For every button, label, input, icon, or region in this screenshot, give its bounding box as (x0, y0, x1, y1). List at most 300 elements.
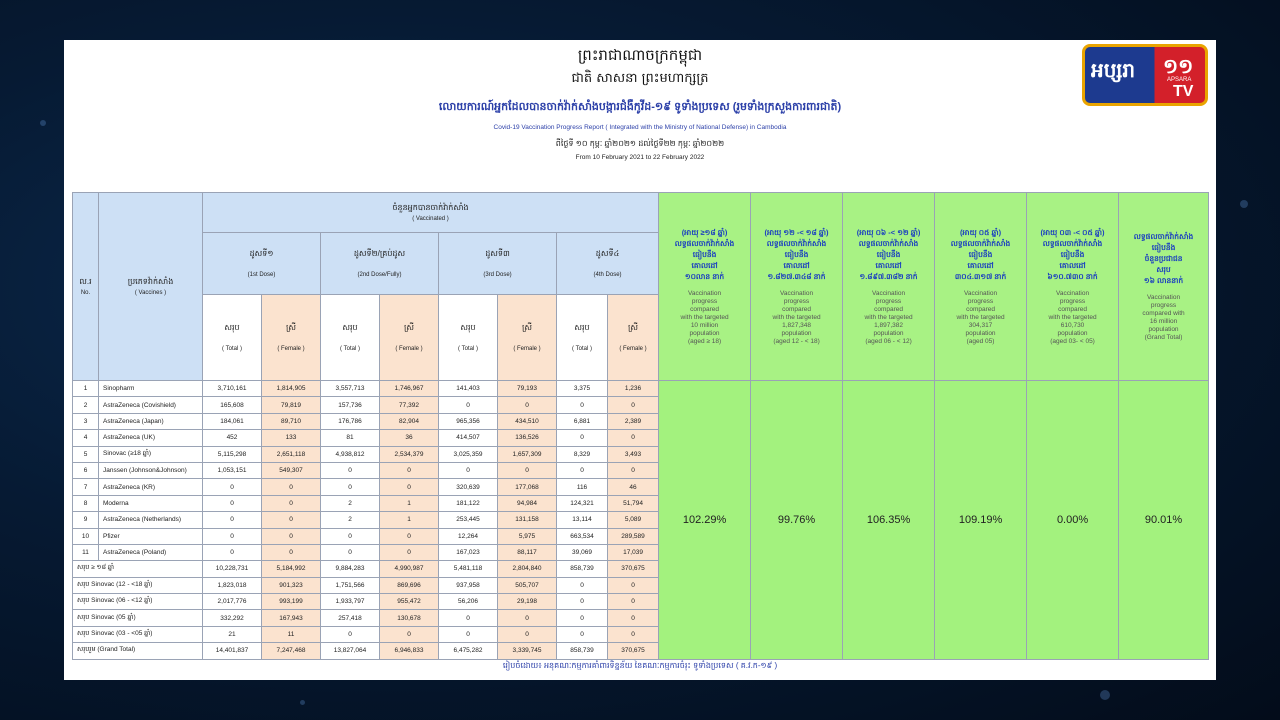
cell-value: 663,534 (557, 528, 608, 544)
cell-value: 7,247,468 (262, 643, 321, 659)
progress-en-line: progress (1059, 298, 1086, 305)
vaccine-name: AstraZeneca (KR) (99, 479, 203, 495)
motto: ជាតិ សាសនា ព្រះមហាក្សត្រ (571, 71, 709, 86)
cell-value: 0 (203, 544, 262, 560)
progress-header-3 (935, 193, 1027, 381)
cell-value: 21 (203, 626, 262, 642)
report-date-kh: ពីថ្ងៃទី ១០ កុម្ភៈ ឆ្នាំ២០២១ ដល់ថ្ងៃទី២២ កុម្ភៈ ឆ្នាំ២០២២ (555, 139, 725, 148)
footer-note: រៀបចំដោយ៖ អនុគណៈកម្មការគាំពារទិន្នន័យ នៃគណៈកម្មការចំរុះ ទូទាំងប្រទេស ( គ.វ.ក-១៩ ) (502, 661, 778, 670)
progress-percent-3: 109.19% (935, 381, 1027, 660)
header-text: ( Total ) (458, 345, 478, 352)
cell-value: 14,401,837 (203, 643, 262, 659)
logo-kh-text: អប្សរា (1091, 58, 1136, 82)
progress-kh-line: ៦១០.៧៣០ នាក់ (1047, 272, 1098, 281)
row-number: 11 (73, 544, 99, 560)
header-text: (4th Dose) (593, 271, 622, 278)
progress-kh-line: សរុប (1156, 265, 1171, 274)
cell-value: 124,321 (557, 495, 608, 511)
table-row (73, 381, 1209, 397)
progress-en-line: with the targeted (680, 314, 729, 321)
cell-value: 2,017,776 (203, 594, 262, 610)
progress-en-line: progress (691, 298, 718, 305)
row-number: 3 (73, 413, 99, 429)
cell-value: 257,418 (321, 610, 380, 626)
progress-en-line: progress (1150, 302, 1177, 309)
cell-value: 0 (557, 397, 608, 413)
header-text: ( Total ) (222, 345, 242, 352)
cell-value: 0 (557, 577, 608, 593)
progress-kh-line: ធៀបនឹង (1060, 250, 1085, 259)
cell-value: 1,933,797 (321, 594, 380, 610)
progress-kh-line: គោលដៅ (691, 261, 718, 270)
progress-en-line: with the targeted (956, 314, 1005, 321)
cell-value: 5,115,298 (203, 446, 262, 462)
progress-header-1 (751, 193, 843, 381)
cell-value: 9,884,283 (321, 561, 380, 577)
cell-value: 89,710 (262, 413, 321, 429)
progress-kh-line: (អាយុ ១២ -< ១៨ ឆ្នាំ) (764, 228, 829, 237)
cell-value: 1,053,151 (203, 462, 262, 478)
row-number: 6 (73, 462, 99, 478)
cell-value: 0 (380, 528, 439, 544)
progress-en-line: (aged ≥ 18) (687, 338, 722, 345)
cell-value: 165,608 (203, 397, 262, 413)
summary-label: សរុប Sinovac (06 - <12 ឆ្នាំ) (73, 594, 203, 610)
cell-value: 1,746,967 (380, 381, 439, 397)
cell-value: 0 (608, 626, 659, 642)
cell-value: 0 (439, 462, 498, 478)
cell-value: 965,356 (439, 413, 498, 429)
progress-kh-line: គោលដៅ (1059, 261, 1086, 270)
cell-value: 0 (557, 462, 608, 478)
progress-en-line: (aged 06 - < 12) (865, 338, 912, 345)
cell-value: 0 (608, 577, 659, 593)
progress-en-line: Vaccination (963, 290, 998, 297)
cell-value: 0 (380, 462, 439, 478)
cell-value: 0 (557, 430, 608, 446)
header-text: ( Female ) (395, 345, 423, 352)
progress-en-line: compared (874, 306, 903, 313)
dose4-header (557, 233, 659, 295)
progress-en-line: Vaccination (779, 290, 814, 297)
header-text: សរុប (574, 322, 590, 332)
progress-en-line: Vaccination (1146, 294, 1181, 301)
cell-value: 0 (439, 610, 498, 626)
cell-value: 3,710,161 (203, 381, 262, 397)
progress-en-line: (aged 03- < 05) (1050, 338, 1095, 345)
progress-kh-line: ៣០៤.៣១៧ នាក់ (954, 272, 1007, 281)
vaccine-name: Pfizer (99, 528, 203, 544)
progress-en-line: with the targeted (1048, 314, 1097, 321)
total-header (321, 295, 380, 381)
cell-value: 0 (321, 544, 380, 560)
header-text: ស្រី (286, 322, 296, 332)
cell-value: 858,739 (557, 561, 608, 577)
cell-value: 1,657,309 (498, 446, 557, 462)
logo-number: ១១ (1163, 54, 1194, 78)
header-text: No. (80, 289, 91, 296)
vaccine-name: AstraZeneca (Covishield) (99, 397, 203, 413)
cell-value: 39,069 (557, 544, 608, 560)
total-header (439, 295, 498, 381)
cell-value: 5,184,992 (262, 561, 321, 577)
header-text: (1st Dose) (247, 271, 276, 278)
cell-value: 167,943 (262, 610, 321, 626)
cell-value: 993,199 (262, 594, 321, 610)
cell-value: 2 (321, 512, 380, 528)
cell-value: 0 (557, 594, 608, 610)
cell-value: 0 (203, 528, 262, 544)
progress-percent-1: 99.76% (751, 381, 843, 660)
vaccine-header (99, 193, 203, 381)
progress-en-line: 1,827,348 (782, 322, 811, 329)
progress-kh-line: លទ្ធផលចាក់វ៉ាក់សាំង (1133, 232, 1194, 241)
summary-label: សរុប ≥ ១៨ ឆ្នាំ (73, 561, 203, 577)
header-text: ដូសទី៤ (595, 248, 620, 258)
progress-kh-line: ១០លាន នាក់ (684, 272, 725, 281)
progress-en-line: 304,317 (968, 322, 993, 329)
progress-kh-line: ១៦ លាននាក់ (1143, 276, 1184, 285)
no-header (73, 193, 99, 381)
header-text: ស្រី (404, 322, 414, 332)
dose2-header (321, 233, 439, 295)
cell-value: 3,557,713 (321, 381, 380, 397)
cell-value: 253,445 (439, 512, 498, 528)
header-text: (3rd Dose) (483, 271, 512, 278)
cell-value: 0 (439, 626, 498, 642)
progress-kh-line: លទ្ធផលចាក់វ៉ាក់សាំង (766, 239, 827, 248)
row-number: 8 (73, 495, 99, 511)
progress-en-line: Vaccination (871, 290, 906, 297)
female-header (498, 295, 557, 381)
cell-value: 1,814,905 (262, 381, 321, 397)
cell-value: 5,089 (608, 512, 659, 528)
cell-value: 184,061 (203, 413, 262, 429)
header-text: ស្រី (522, 322, 532, 332)
row-number: 7 (73, 479, 99, 495)
progress-percent-5: 90.01% (1119, 381, 1209, 660)
cell-value: 3,493 (608, 446, 659, 462)
header-text: សរុប (224, 322, 240, 332)
cell-value: 133 (262, 430, 321, 446)
cell-value: 79,193 (498, 381, 557, 397)
header-text: ( Female ) (619, 345, 647, 352)
cell-value: 81 (321, 430, 380, 446)
female-header (608, 295, 659, 381)
progress-en-line: Vaccination (1055, 290, 1090, 297)
cell-value: 13,114 (557, 512, 608, 528)
logo-small-text: APSARA (1167, 77, 1192, 83)
cell-value: 0 (608, 594, 659, 610)
header-text: ( Total ) (572, 345, 592, 352)
cell-value: 1,236 (608, 381, 659, 397)
progress-en-line: population (873, 330, 904, 337)
progress-en-line: population (781, 330, 812, 337)
progress-percent-0: 102.29% (659, 381, 751, 660)
header-text: ស្រី (628, 322, 639, 332)
cell-value: 1 (380, 495, 439, 511)
progress-kh-line: គោលដៅ (783, 261, 810, 270)
cell-value: 0 (321, 528, 380, 544)
cell-value: 937,958 (439, 577, 498, 593)
vaccine-name: Janssen (Johnson&Johnson) (99, 462, 203, 478)
progress-percent-4: 0.00% (1027, 381, 1119, 660)
vaccine-name: Sinovac (≥18 ឆ្នាំ) (99, 446, 203, 462)
kingdom-title: ព្រះរាជាណាចក្រកម្ពុជា (577, 46, 703, 64)
progress-header-0 (659, 193, 751, 381)
progress-en-line: (aged 12 - < 18) (773, 338, 820, 345)
cell-value: 0 (321, 626, 380, 642)
cell-value: 13,827,064 (321, 643, 380, 659)
vaccine-name: AstraZeneca (Netherlands) (99, 512, 203, 528)
cell-value: 6,475,282 (439, 643, 498, 659)
cell-value: 0 (262, 495, 321, 511)
cell-value: 0 (321, 479, 380, 495)
cell-value: 11 (262, 626, 321, 642)
summary-label: សរុប Sinovac (05 ឆ្នាំ) (73, 610, 203, 626)
progress-en-line: compared (1058, 306, 1087, 313)
cell-value: 0 (498, 610, 557, 626)
cell-value: 2 (321, 495, 380, 511)
header-text: ល.រ (79, 276, 92, 286)
cell-value: 131,158 (498, 512, 557, 528)
cell-value: 6,881 (557, 413, 608, 429)
cell-value: 0 (608, 397, 659, 413)
cell-value: 434,510 (498, 413, 557, 429)
dose1-header (203, 233, 321, 295)
cell-value: 0 (321, 462, 380, 478)
cell-value: 29,198 (498, 594, 557, 610)
cell-value: 181,122 (439, 495, 498, 511)
row-number: 10 (73, 528, 99, 544)
total-header (557, 295, 608, 381)
cell-value: 6,946,833 (380, 643, 439, 659)
cell-value: 2,804,840 (498, 561, 557, 577)
cell-value: 0 (203, 479, 262, 495)
progress-en-line: population (689, 330, 720, 337)
progress-en-line: 610,730 (1060, 322, 1085, 329)
cell-value: 0 (262, 544, 321, 560)
progress-en-line: 1,897,382 (874, 322, 903, 329)
report-title-kh: លោយការណ៍អ្នកដែលបានចាក់វ៉ាក់សាំងបង្ការជំងឺកូវីដ-១៩ ទូទាំងប្រទេស (រួមទាំងក្រសួងការពារជាតិ) (438, 101, 842, 113)
cell-value: 4,990,987 (380, 561, 439, 577)
cell-value: 549,307 (262, 462, 321, 478)
vaccination-table (72, 192, 1209, 660)
vaccine-name: AstraZeneca (Japan) (99, 413, 203, 429)
cell-value: 0 (380, 544, 439, 560)
progress-en-line: 10 million (690, 322, 719, 329)
cell-value: 901,323 (262, 577, 321, 593)
header-text: ( Vaccines ) (134, 289, 167, 296)
cell-value: 0 (203, 495, 262, 511)
cell-value: 452 (203, 430, 262, 446)
header-text: ដូសទី៣ (485, 248, 510, 258)
cell-value: 858,739 (557, 643, 608, 659)
cell-value: 94,984 (498, 495, 557, 511)
cell-value: 176,786 (321, 413, 380, 429)
row-number: 9 (73, 512, 99, 528)
cell-value: 3,339,745 (498, 643, 557, 659)
cell-value: 869,696 (380, 577, 439, 593)
report-title-en: Covid-19 Vaccination Progress Report ( Integrated with the Ministry of National Defense) in Cambodia (493, 124, 787, 131)
header-text: (2nd Dose/Fully) (357, 271, 402, 278)
report-date-en: From 10 February 2021 to 22 February 2022 (575, 154, 705, 161)
cell-value: 77,392 (380, 397, 439, 413)
summary-label: សរុបរួម (Grand Total) (73, 643, 203, 659)
logo-tv: TV (1173, 83, 1194, 100)
progress-header-4 (1027, 193, 1119, 381)
cell-value: 0 (608, 462, 659, 478)
row-number: 2 (73, 397, 99, 413)
cell-value: 10,228,731 (203, 561, 262, 577)
cell-value: 0 (262, 479, 321, 495)
cell-value: 79,819 (262, 397, 321, 413)
progress-kh-line: ធៀបនឹង (876, 250, 901, 259)
progress-en-line: (aged 05) (966, 338, 995, 345)
cell-value: 177,068 (498, 479, 557, 495)
cell-value: 955,472 (380, 594, 439, 610)
cell-value: 51,794 (608, 495, 659, 511)
progress-kh-line: (អាយុ ០៣ -< ០៥ ឆ្នាំ) (1040, 228, 1105, 237)
progress-kh-line: គោលដៅ (875, 261, 902, 270)
cell-value: 0 (380, 626, 439, 642)
progress-kh-line: លទ្ធផលចាក់វ៉ាក់សាំង (674, 239, 735, 248)
cell-value: 56,206 (439, 594, 498, 610)
female-header (262, 295, 321, 381)
vaccine-name: Sinopharm (99, 381, 203, 397)
progress-kh-line: (អាយុ ≥១៨ ឆ្នាំ) (681, 228, 728, 237)
cell-value: 289,589 (608, 528, 659, 544)
progress-kh-line: (អាយុ ០៥ ឆ្នាំ) (959, 228, 1002, 237)
cell-value: 116 (557, 479, 608, 495)
cell-value: 167,023 (439, 544, 498, 560)
progress-kh-line: គោលដៅ (967, 261, 994, 270)
progress-en-line: with the targeted (772, 314, 821, 321)
cell-value: 88,117 (498, 544, 557, 560)
cell-value: 36 (380, 430, 439, 446)
progress-kh-line: លទ្ធផលចាក់វ៉ាក់សាំង (950, 239, 1011, 248)
progress-en-line: (Grand Total) (1144, 334, 1183, 341)
female-header (380, 295, 439, 381)
progress-en-line: population (1148, 326, 1179, 333)
total-header (203, 295, 262, 381)
cell-value: 141,403 (439, 381, 498, 397)
progress-en-line: progress (875, 298, 902, 305)
cell-value: 320,639 (439, 479, 498, 495)
cell-value: 1 (380, 512, 439, 528)
cell-value: 2,651,118 (262, 446, 321, 462)
header-text: សរុប (460, 322, 476, 332)
cell-value: 4,938,812 (321, 446, 380, 462)
summary-label: សរុប Sinovac (12 - <18 ឆ្នាំ) (73, 577, 203, 593)
summary-label: សរុប Sinovac (03 - <05 ឆ្នាំ) (73, 626, 203, 642)
cell-value: 130,678 (380, 610, 439, 626)
vaccine-name: AstraZeneca (UK) (99, 430, 203, 446)
cell-value: 0 (608, 610, 659, 626)
progress-kh-line: (អាយុ ០៦ -< ១២ ឆ្នាំ) (856, 228, 921, 237)
cell-value: 3,375 (557, 381, 608, 397)
progress-kh-line: ១.៨២៧.៣៤៨ នាក់ (767, 272, 826, 281)
header-text: ( Female ) (513, 345, 541, 352)
progress-kh-line: ធៀបនឹង (968, 250, 993, 259)
cell-value: 12,264 (439, 528, 498, 544)
header-text: ដូសទី១ (249, 248, 274, 258)
progress-kh-line: លទ្ធផលចាក់វ៉ាក់សាំង (1042, 239, 1103, 248)
cell-value: 136,526 (498, 430, 557, 446)
cell-value: 505,707 (498, 577, 557, 593)
progress-en-line: progress (783, 298, 810, 305)
cell-value: 0 (557, 626, 608, 642)
header-text: ( Female ) (277, 345, 305, 352)
header-row-1 (73, 193, 1209, 233)
progress-kh-line: ធៀបនឹង (784, 250, 809, 259)
cell-value: 2,534,379 (380, 446, 439, 462)
header-text: ( Vaccinated ) (412, 215, 449, 222)
vaccine-name: Moderna (99, 495, 203, 511)
progress-en-line: 16 million (1149, 318, 1178, 325)
progress-en-line: population (1057, 330, 1088, 337)
progress-en-line: with the targeted (864, 314, 913, 321)
progress-header-2 (843, 193, 935, 381)
cell-value: 0 (203, 512, 262, 528)
cell-value: 414,507 (439, 430, 498, 446)
cell-value: 17,039 (608, 544, 659, 560)
cell-value: 0 (262, 512, 321, 528)
cell-value: 157,736 (321, 397, 380, 413)
cell-value: 370,675 (608, 561, 659, 577)
cell-value: 3,025,359 (439, 446, 498, 462)
row-number: 5 (73, 446, 99, 462)
progress-kh-line: ចំនួនប្រជាជន (1144, 254, 1183, 263)
cell-value: 0 (498, 397, 557, 413)
header-text: ចំនួនអ្នកបានចាក់វ៉ាក់សាំង (392, 202, 469, 212)
progress-kh-line: ១.៨៩៧.៣៨២ នាក់ (859, 272, 918, 281)
header-text: ដូសទី២/គ្រប់ដូស (353, 248, 406, 258)
cell-value: 1,751,566 (321, 577, 380, 593)
progress-en-line: progress (967, 298, 994, 305)
report-sheet (64, 40, 1216, 680)
cell-value: 0 (608, 430, 659, 446)
vaccine-name: AstraZeneca (Poland) (99, 544, 203, 560)
cell-value: 0 (498, 462, 557, 478)
cell-value: 332,292 (203, 610, 262, 626)
progress-kh-line: ធៀបនឹង (692, 250, 717, 259)
cell-value: 5,481,118 (439, 561, 498, 577)
cell-value: 1,823,018 (203, 577, 262, 593)
cell-value: 82,904 (380, 413, 439, 429)
progress-en-line: compared (782, 306, 811, 313)
progress-kh-line: ធៀបនឹង (1151, 243, 1176, 252)
cell-value: 8,329 (557, 446, 608, 462)
progress-en-line: Vaccination (687, 290, 722, 297)
row-number: 4 (73, 430, 99, 446)
header-text: សរុប (342, 322, 358, 332)
progress-en-line: compared with (1142, 310, 1185, 317)
vaccinated-header (203, 193, 659, 233)
progress-en-line: population (965, 330, 996, 337)
cell-value: 0 (557, 610, 608, 626)
row-number: 1 (73, 381, 99, 397)
cell-value: 5,975 (498, 528, 557, 544)
progress-en-line: compared (690, 306, 719, 313)
cell-value: 0 (439, 397, 498, 413)
cell-value: 0 (498, 626, 557, 642)
progress-en-line: compared (966, 306, 995, 313)
dose3-header (439, 233, 557, 295)
apsara-tv-logo (1082, 44, 1208, 106)
header-text: ( Total ) (340, 345, 360, 352)
cell-value: 0 (380, 479, 439, 495)
